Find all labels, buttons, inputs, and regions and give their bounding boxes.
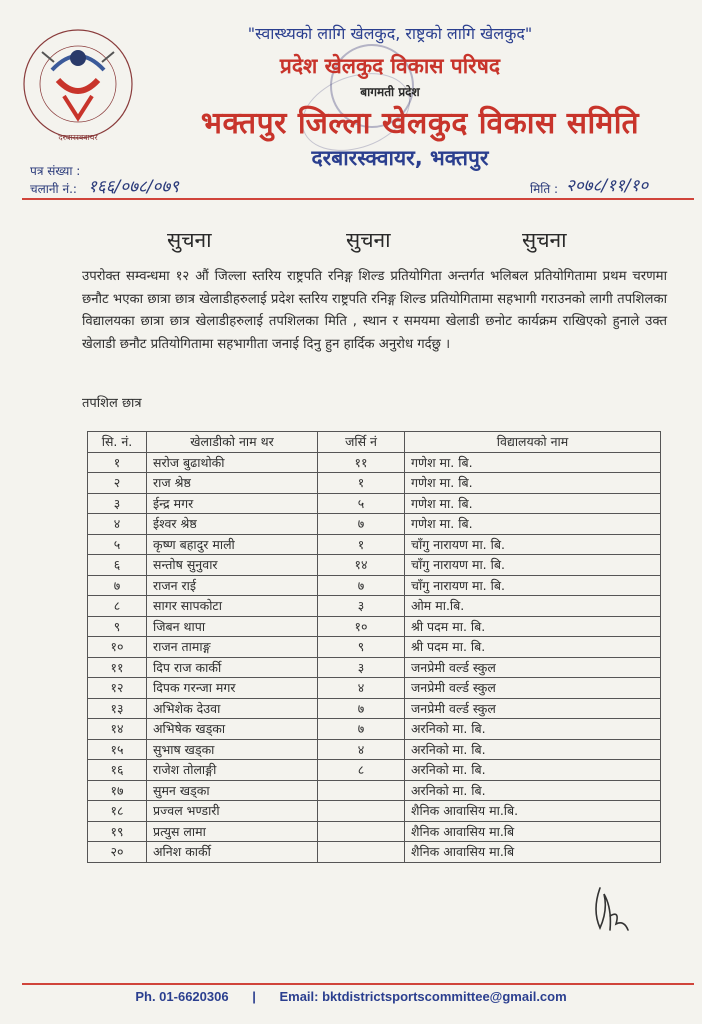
committee-name: भक्तपुर जिल्ला खेलकुद विकास समिति [200,106,640,141]
col-name-header: खेलाडीको नाम थर [147,432,318,453]
player-name-cell: सागर सापकोटा [147,596,318,617]
serial-cell: ११ [88,657,147,678]
jersey-cell: ११ [318,452,405,473]
player-name-cell: अभिशेक देउवा [147,698,318,719]
school-cell: चाँगु नारायण मा. बि. [405,575,661,596]
table-row [88,493,661,514]
player-table [87,431,661,863]
serial-cell: ४ [88,514,147,535]
notice-heading: सुचना [167,228,212,252]
table-row [88,637,661,658]
table-row [88,780,661,801]
office-address: दरबारस्क्वायर, भक्तपुर [311,146,489,170]
player-name-cell: जिबन थापा [147,616,318,637]
jersey-cell: ९ [318,637,405,658]
email-address: Email: bktdistrictsportscommittee@gmail.com [279,989,567,1004]
notice-heading: सुचना [346,228,391,252]
table-row [88,596,661,617]
dispatch-label: चलानी नं.: [30,182,77,196]
player-name-cell: प्रत्युस लामा [147,821,318,842]
letter-date: २०७८/११/१० [566,176,649,196]
footer-separator: | [252,989,256,1004]
player-name-cell: सन्तोष सुनुवार [147,555,318,576]
serial-cell: ५ [88,534,147,555]
table-row [88,555,661,576]
serial-cell: १२ [88,678,147,699]
player-name-cell: सुमन खड्का [147,780,318,801]
school-cell: जनप्रेमी वर्ल्ड स्कुल [405,698,661,719]
serial-cell: २ [88,473,147,494]
serial-cell: १ [88,452,147,473]
serial-cell: १८ [88,801,147,822]
school-cell: गणेश मा. बि. [405,452,661,473]
school-cell: चाँगु नारायण मा. बि. [405,534,661,555]
school-cell: जनप्रेमी वर्ल्ड स्कुल [405,657,661,678]
phone-number: Ph. 01-6620306 [135,989,229,1004]
school-cell: गणेश मा. बि. [405,493,661,514]
jersey-cell: ३ [318,657,405,678]
serial-cell: १९ [88,821,147,842]
col-school-header: विद्यालयको नाम [405,432,661,453]
player-name-cell: राजेश तोलाङ्गी [147,760,318,781]
table-row [88,801,661,822]
player-name-cell: दिपक गरन्जा मगर [147,678,318,699]
player-name-cell: ईश्वर श्रेष्ठ [147,514,318,535]
serial-cell: ९ [88,616,147,637]
signature [586,880,636,940]
footer-divider [22,983,694,985]
serial-cell: १५ [88,739,147,760]
table-row [88,842,661,863]
jersey-cell: ७ [318,575,405,596]
player-name-cell: ईन्द्र मगर [147,493,318,514]
serial-cell: ७ [88,575,147,596]
serial-cell: ६ [88,555,147,576]
table-row [88,760,661,781]
player-name-cell: राज श्रेष्ठ [147,473,318,494]
player-name-cell: सरोज बुढाथोकी [147,452,318,473]
jersey-cell: १० [318,616,405,637]
school-cell: गणेश मा. बि. [405,514,661,535]
player-name-cell: अभिषेक खड्का [147,719,318,740]
table-row [88,575,661,596]
table-row [88,473,661,494]
player-name-cell: राजन राई [147,575,318,596]
table-header-row [88,432,661,453]
serial-cell: १६ [88,760,147,781]
jersey-cell [318,821,405,842]
school-cell: अरनिको मा. बि. [405,780,661,801]
school-cell: जनप्रेमी वर्ल्ड स्कुल [405,678,661,699]
serial-cell: १० [88,637,147,658]
province-name: बागमती प्रदेश [360,85,420,99]
school-cell: श्री पदम मा. बि. [405,637,661,658]
col-serial-header: सि. नं. [88,432,147,453]
school-cell: अरनिको मा. बि. [405,739,661,760]
table-row [88,452,661,473]
header-divider [22,198,694,200]
school-cell: अरनिको मा. बि. [405,719,661,740]
serial-cell: ८ [88,596,147,617]
table-row [88,678,661,699]
jersey-cell: ५ [318,493,405,514]
table-row [88,739,661,760]
school-cell: शैनिक आवासिय मा.बि. [405,801,661,822]
school-cell: चाँगु नारायण मा. बि. [405,555,661,576]
serial-cell: १७ [88,780,147,801]
table-row [88,657,661,678]
jersey-cell: १४ [318,555,405,576]
details-subheading: तपशिल छात्र [82,396,142,411]
jersey-cell: १ [318,473,405,494]
school-cell: शैनिक आवासिय मा.बि [405,842,661,863]
player-name-cell: प्रज्वल भण्डारी [147,801,318,822]
table-row [88,719,661,740]
player-name-cell: राजन तामाङ्ग [147,637,318,658]
serial-cell: १३ [88,698,147,719]
table-row [88,534,661,555]
date-label: मिति : [530,182,559,196]
school-cell: अरनिको मा. बि. [405,760,661,781]
table-row [88,821,661,842]
motto: "स्वास्थ्यको लागि खेलकुद, राष्ट्रको लागि खेलकुद" [247,24,533,43]
jersey-cell [318,780,405,801]
school-cell: गणेश मा. बि. [405,473,661,494]
serial-cell: २० [88,842,147,863]
player-table-body [88,452,661,862]
player-name-cell: सुभाष खड्का [147,739,318,760]
table-row [88,514,661,535]
serial-cell: १४ [88,719,147,740]
jersey-cell: ४ [318,678,405,699]
jersey-cell [318,842,405,863]
player-name-cell: कृष्ण बहादुर माली [147,534,318,555]
footer-contact [0,989,702,1004]
notice-heading: सुचना [522,228,567,252]
jersey-cell: १ [318,534,405,555]
table-row [88,698,661,719]
jersey-cell: ३ [318,596,405,617]
jersey-cell: ४ [318,739,405,760]
school-cell: शैनिक आवासिय मा.बि [405,821,661,842]
serial-cell: ३ [88,493,147,514]
council-name: प्रदेश खेलकुद विकास परिषद [279,54,501,78]
jersey-cell: ८ [318,760,405,781]
jersey-cell: ७ [318,514,405,535]
sports-council-logo [14,22,142,150]
reference-label: पत्र संख्या : [30,164,81,178]
col-jersey-header: जर्सि नं [318,432,405,453]
school-cell: ओम मा.बि. [405,596,661,617]
school-cell: श्री पदम मा. बि. [405,616,661,637]
dispatch-number: १६६/०७८/०७९ [88,177,180,197]
jersey-cell: ७ [318,698,405,719]
player-name-cell: अनिश कार्की [147,842,318,863]
player-name-cell: दिप राज कार्की [147,657,318,678]
jersey-cell [318,801,405,822]
svg-text:दरबारस्क्वायर: दरबारस्क्वायर [58,133,98,142]
jersey-cell: ७ [318,719,405,740]
notice-body: उपरोक्त सम्वन्धमा १२ औं जिल्ला स्तरिय राष्ट्रपति रनिङ्ग शिल्ड प्रतियोगिता अन्तर्गत भलिबल प्रतियोगितामा प्रथम चरणमा छनौट भएका छात्रा छात्र खेलाडीहरुलाई प्रदेश स्तरिय राष्ट्रपति रनिङ्ग शिल्ड प्रतियोगितामा सहभागी गराउनको लागी तपशिलका विद्यालयका छात्रा छात्र खेलाडीहरुलाई तपशिलका मिति , स्थान र समयमा खेलाडी छनोट कार्यक्रम राखिएको हुनाले उक्त खेलाडी छनौट प्रतियोगितामा सहभागीता जनाई दिनु हुन हार्दिक अनुरोध गर्दछु । [82,269,667,352]
table-row [88,616,661,637]
